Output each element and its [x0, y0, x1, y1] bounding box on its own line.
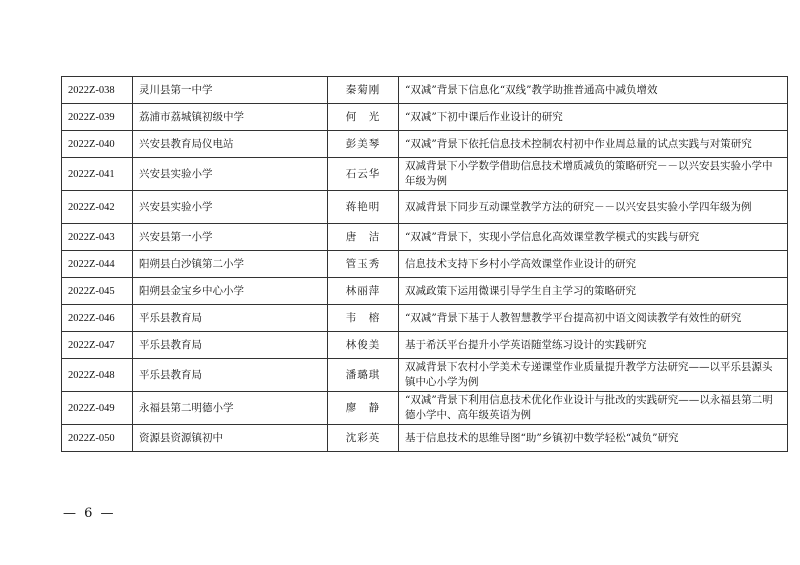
table-row	[62, 224, 788, 251]
person-cell: 秦菊刚	[328, 77, 399, 104]
project-title-cell: “双减”背景下信息化“双线”教学助推普通高中减负增效	[399, 77, 788, 104]
table-row	[62, 359, 788, 392]
person-cell: 蒋艳明	[328, 191, 399, 224]
person-cell: 林丽萍	[328, 278, 399, 305]
project-title-cell: “双减”背景下基于人教智慧教学平台提高初中语文阅读教学有效性的研究	[399, 305, 788, 332]
person-cell: 沈彩英	[328, 425, 399, 452]
table-row	[62, 251, 788, 278]
project-table	[61, 76, 788, 452]
person-cell: 林俊美	[328, 332, 399, 359]
school-cell: 阳朔县金宝乡中心小学	[133, 278, 328, 305]
project-id-cell: 2022Z-043	[62, 224, 133, 251]
project-id-cell: 2022Z-041	[62, 158, 133, 191]
school-cell: 荔浦市荔城镇初级中学	[133, 104, 328, 131]
table-row	[62, 77, 788, 104]
school-cell: 平乐县教育局	[133, 332, 328, 359]
table-row	[62, 278, 788, 305]
project-id-cell: 2022Z-044	[62, 251, 133, 278]
person-cell: 韦 榕	[328, 305, 399, 332]
school-cell: 平乐县教育局	[133, 359, 328, 392]
project-title-cell: “双减”下初中课后作业设计的研究	[399, 104, 788, 131]
school-cell: 兴安县实验小学	[133, 191, 328, 224]
project-id-cell: 2022Z-045	[62, 278, 133, 305]
project-title-cell: 双减背景下小学数学借助信息技术增质减负的策略研究－－以兴安县实验小学中年级为例	[399, 158, 788, 191]
person-cell: 唐 洁	[328, 224, 399, 251]
project-id-cell: 2022Z-048	[62, 359, 133, 392]
project-title-cell: 基于信息技术的思维导图“助”乡镇初中数学轻松“减负”研究	[399, 425, 788, 452]
project-id-cell: 2022Z-046	[62, 305, 133, 332]
project-title-cell: “双减”背景下利用信息技术优化作业设计与批改的实践研究——以永福县第二明德小学中、高年级英语为例	[399, 392, 788, 425]
school-cell: 平乐县教育局	[133, 305, 328, 332]
table-row	[62, 104, 788, 131]
project-title-cell: 信息技术支持下乡村小学高效课堂作业设计的研究	[399, 251, 788, 278]
table-row	[62, 425, 788, 452]
person-cell: 彭美琴	[328, 131, 399, 158]
school-cell: 兴安县实验小学	[133, 158, 328, 191]
person-cell: 潘璐琪	[328, 359, 399, 392]
school-cell: 资源县资源镇初中	[133, 425, 328, 452]
project-id-cell: 2022Z-038	[62, 77, 133, 104]
school-cell: 兴安县第一小学	[133, 224, 328, 251]
project-id-cell: 2022Z-047	[62, 332, 133, 359]
person-cell: 石云华	[328, 158, 399, 191]
project-title-cell: 双减背景下农村小学美术专递课堂作业质量提升教学方法研究——以平乐县源头镇中心小学为例	[399, 359, 788, 392]
table-row	[62, 131, 788, 158]
project-id-cell: 2022Z-050	[62, 425, 133, 452]
project-title-cell: 基于希沃平台提升小学英语随堂练习设计的实践研究	[399, 332, 788, 359]
project-id-cell: 2022Z-042	[62, 191, 133, 224]
table-row	[62, 392, 788, 425]
school-cell: 兴安县教育局仪电站	[133, 131, 328, 158]
project-id-cell: 2022Z-040	[62, 131, 133, 158]
person-cell: 管玉秀	[328, 251, 399, 278]
table-row	[62, 158, 788, 191]
table-row	[62, 305, 788, 332]
school-cell: 永福县第二明德小学	[133, 392, 328, 425]
school-cell: 灵川县第一中学	[133, 77, 328, 104]
project-title-cell: 双减政策下运用微课引导学生自主学习的策略研究	[399, 278, 788, 305]
school-cell: 阳朔县白沙镇第二小学	[133, 251, 328, 278]
project-title-cell: 双减背景下同步互动课堂教学方法的研究－－以兴安县实验小学四年级为例	[399, 191, 788, 224]
table-row	[62, 332, 788, 359]
page-number: — 6 —	[63, 506, 116, 521]
project-id-cell: 2022Z-039	[62, 104, 133, 131]
person-cell: 廖 静	[328, 392, 399, 425]
project-title-cell: “双减”背景下，实现小学信息化高效课堂教学模式的实践与研究	[399, 224, 788, 251]
table-row	[62, 191, 788, 224]
person-cell: 何 光	[328, 104, 399, 131]
project-id-cell: 2022Z-049	[62, 392, 133, 425]
project-title-cell: “双减”背景下依托信息技术控制农村初中作业周总量的试点实践与对策研究	[399, 131, 788, 158]
